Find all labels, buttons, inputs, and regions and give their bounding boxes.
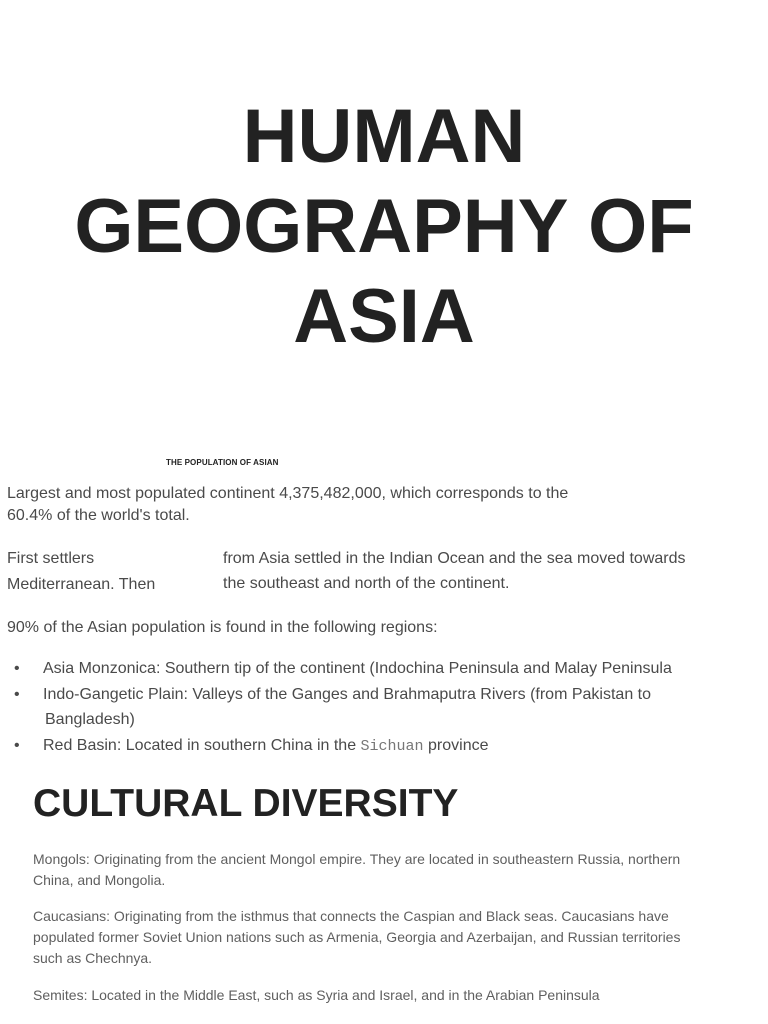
- cultural-diversity-heading: CULTURAL DIVERSITY: [33, 782, 459, 825]
- sichuan-term: Sichuan: [360, 738, 424, 755]
- intro-line-1: Largest and most populated continent 4,375,482,000, which corresponds to the: [7, 485, 569, 502]
- caucasians-line-1: Caucasians: Originating from the isthmus that connects the Caspian and Black seas. Caucasians have: [33, 908, 669, 924]
- mongols-line-1: Mongols: Originating from the ancient Mongol empire. They are located in southeastern Russia, northern: [33, 851, 681, 867]
- mongols-paragraph: [33, 849, 733, 891]
- bullet-icon: •: [14, 686, 20, 703]
- bullet-icon: •: [14, 660, 20, 677]
- region-red-basin-end: province: [423, 737, 489, 754]
- settlers-left-column: [7, 546, 155, 598]
- title-line-2: GEOGRAPHY OF: [74, 184, 694, 269]
- caucasians-line-3: such as Chechnya.: [33, 950, 153, 966]
- settlers-left-line-1: First settlers: [7, 550, 95, 567]
- list-item: [0, 733, 768, 759]
- region-indo-gangetic: Indo-Gangetic Plain: Valleys of the Ganges and Brahmaputra Rivers (from Pakistan to: [43, 686, 652, 703]
- semites-line-1: Semites: Located in the Middle East, such as Syria and Israel, and in the Arabian Peninsula: [33, 987, 600, 1003]
- region-indo-gangetic-cont: Bangladesh): [45, 711, 135, 728]
- region-asia-monzonica: Asia Monzonica: Southern tip of the continent (Indochina Peninsula and Malay Peninsula: [43, 660, 672, 677]
- region-red-basin: Red Basin: Located in southern China in the: [43, 737, 361, 754]
- settlers-left-line-2: Mediterranean. Then: [7, 576, 156, 593]
- list-item: [0, 682, 768, 732]
- population-heading: THE POPULATION OF ASIAN: [166, 458, 279, 467]
- list-item: [0, 656, 768, 681]
- settlers-right-line-2: the southeast and north of the continent.: [223, 575, 510, 592]
- regions-list: [0, 656, 768, 760]
- bullet-icon: •: [14, 737, 20, 754]
- settlers-right-column: [223, 546, 763, 596]
- semites-paragraph: [33, 985, 733, 1006]
- regions-intro: 90% of the Asian population is found in the following regions:: [7, 619, 438, 636]
- settlers-right-line-1: from Asia settled in the Indian Ocean and the sea moved towards: [223, 550, 686, 567]
- caucasians-line-2: populated former Soviet Union nations such as Armenia, Georgia and Azerbaijan, and Russian territories: [33, 929, 681, 945]
- intro-line-2: 60.4% of the world's total.: [7, 507, 190, 524]
- caucasians-paragraph: [33, 906, 733, 969]
- intro-paragraph: [7, 483, 707, 527]
- mongols-line-2: China, and Mongolia.: [33, 872, 166, 888]
- title-line-3: ASIA: [293, 274, 475, 359]
- document-title: [40, 92, 728, 362]
- title-line-1: HUMAN: [242, 94, 526, 179]
